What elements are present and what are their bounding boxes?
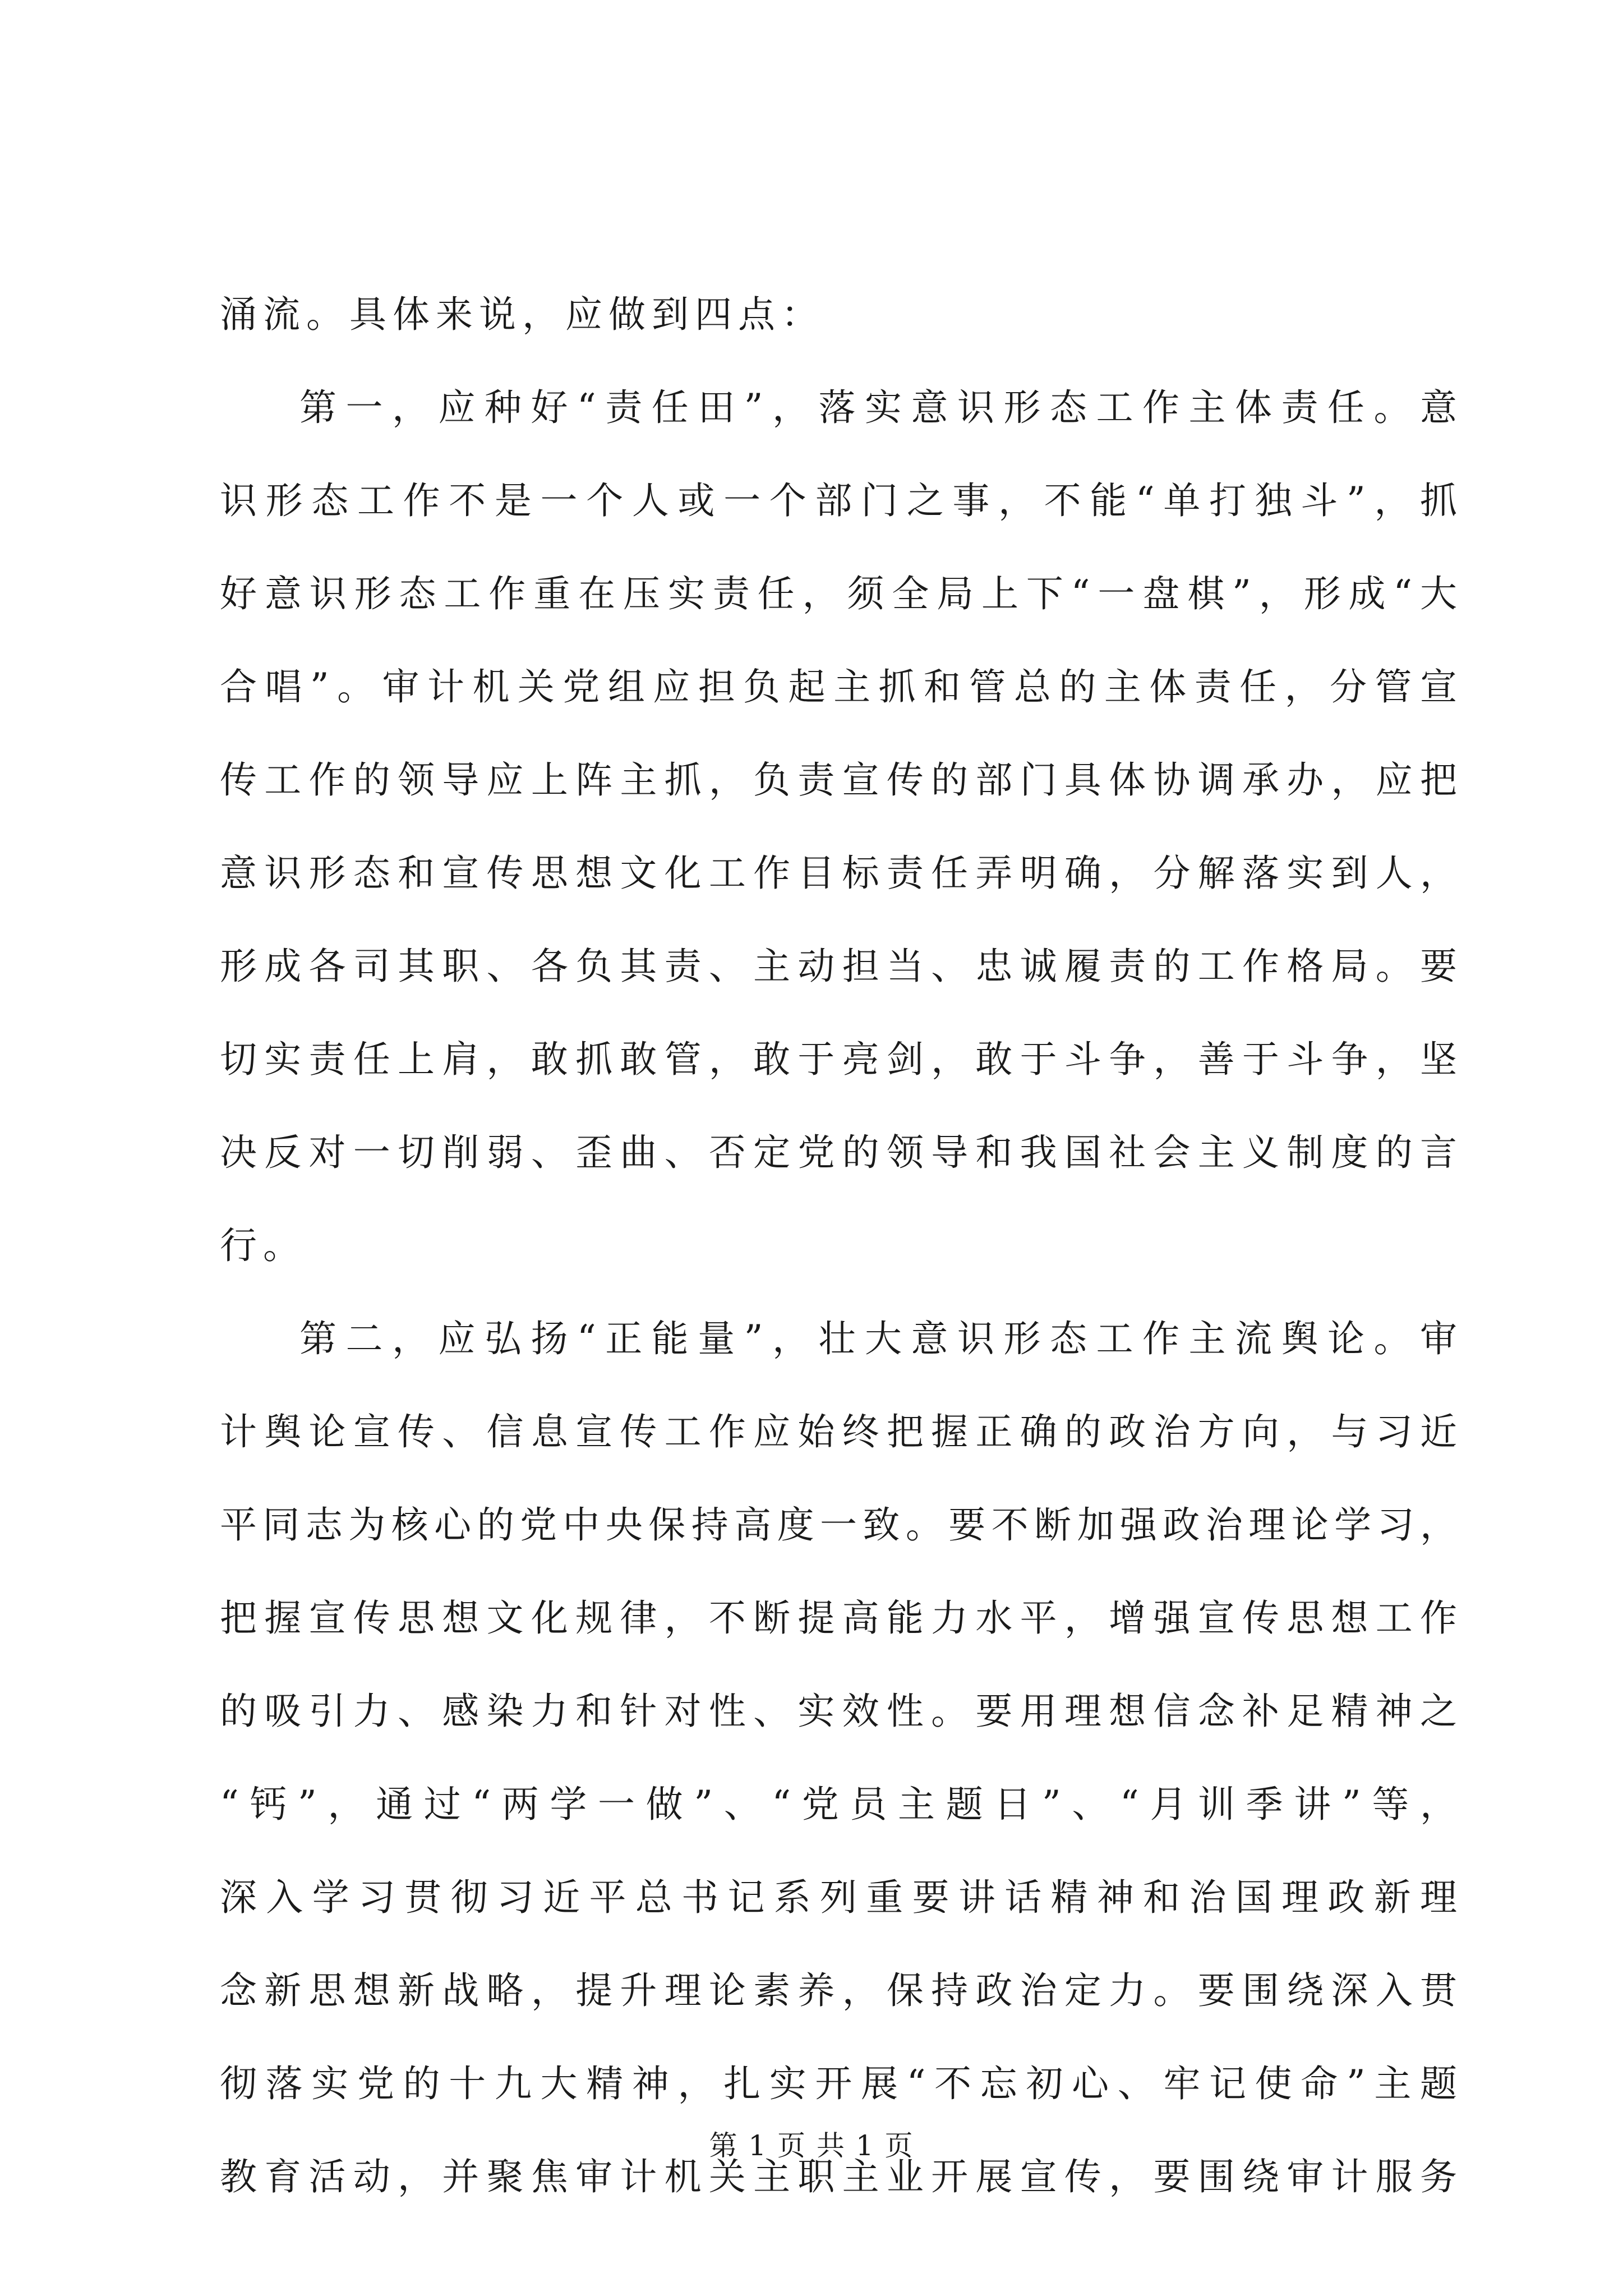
text-line: 好意识形态工作重在压实责任，须全局上下“一盘棋”，形成“大	[220, 572, 1457, 615]
paragraph-first-line: 第二，应弘扬“正能量”，壮大意识形态工作主流舆论。审	[299, 1317, 1457, 1360]
text-line: 合唱”。审计机关党组应担负起主抓和管总的主体责任，分管宣	[220, 665, 1457, 708]
text-line: 把握宣传思想文化规律，不断提高能力水平，增强宣传思想工作	[220, 1596, 1457, 1640]
text-line: 彻落实党的十九大精神，扎实开展“不忘初心、牢记使命”主题	[220, 2062, 1457, 2105]
text-line: 教育活动，并聚焦审计机关主职主业开展宣传，要围绕审计服务	[220, 2155, 1457, 2198]
text-line: 切实责任上肩，敢抓敢管，敢于亮剑，敢于斗争，善于斗争，坚	[220, 1038, 1457, 1081]
text-line: 平同志为核心的党中央保持高度一致。要不断加强政治理论学习，	[220, 1503, 1457, 1547]
text-line: 传工作的领导应上阵主抓，负责宣传的部门具体协调承办，应把	[220, 758, 1457, 802]
text-line: 的吸引力、感染力和针对性、实效性。要用理想信念补足精神之	[220, 1690, 1457, 1733]
text-line: 意识形态和宣传思想文化工作目标责任弄明确，分解落实到人，	[220, 852, 1457, 895]
text-line: 计舆论宣传、信息宣传工作应始终把握正确的政治方向，与习近	[220, 1410, 1457, 1453]
text-line: 念新思想新战略，提升理论素养，保持政治定力。要围绕深入贯	[220, 1969, 1457, 2012]
paragraph-first-line: 第一，应种好“责任田”，落实意识形态工作主体责任。意	[299, 386, 1457, 429]
text-line: “钙”，通过“两学一做”、“党员主题日”、“月训季讲”等，	[220, 1783, 1457, 1826]
page-footer: 第 1 页 共 1 页	[709, 2129, 914, 2162]
text-line: 识形态工作不是一个人或一个部门之事，不能“单打独斗”，抓	[220, 479, 1457, 522]
document-body	[220, 268, 1457, 2224]
text-line: 涌流。具体来说，应做到四点：	[220, 293, 824, 336]
text-line: 行。	[220, 1224, 306, 1267]
text-line: 深入学习贯彻习近平总书记系列重要讲话精神和治国理政新理	[220, 1876, 1457, 1919]
text-line: 决反对一切削弱、歪曲、否定党的领导和我国社会主义制度的言	[220, 1131, 1457, 1174]
text-line: 形成各司其职、各负其责、主动担当、忠诚履责的工作格局。要	[220, 945, 1457, 988]
